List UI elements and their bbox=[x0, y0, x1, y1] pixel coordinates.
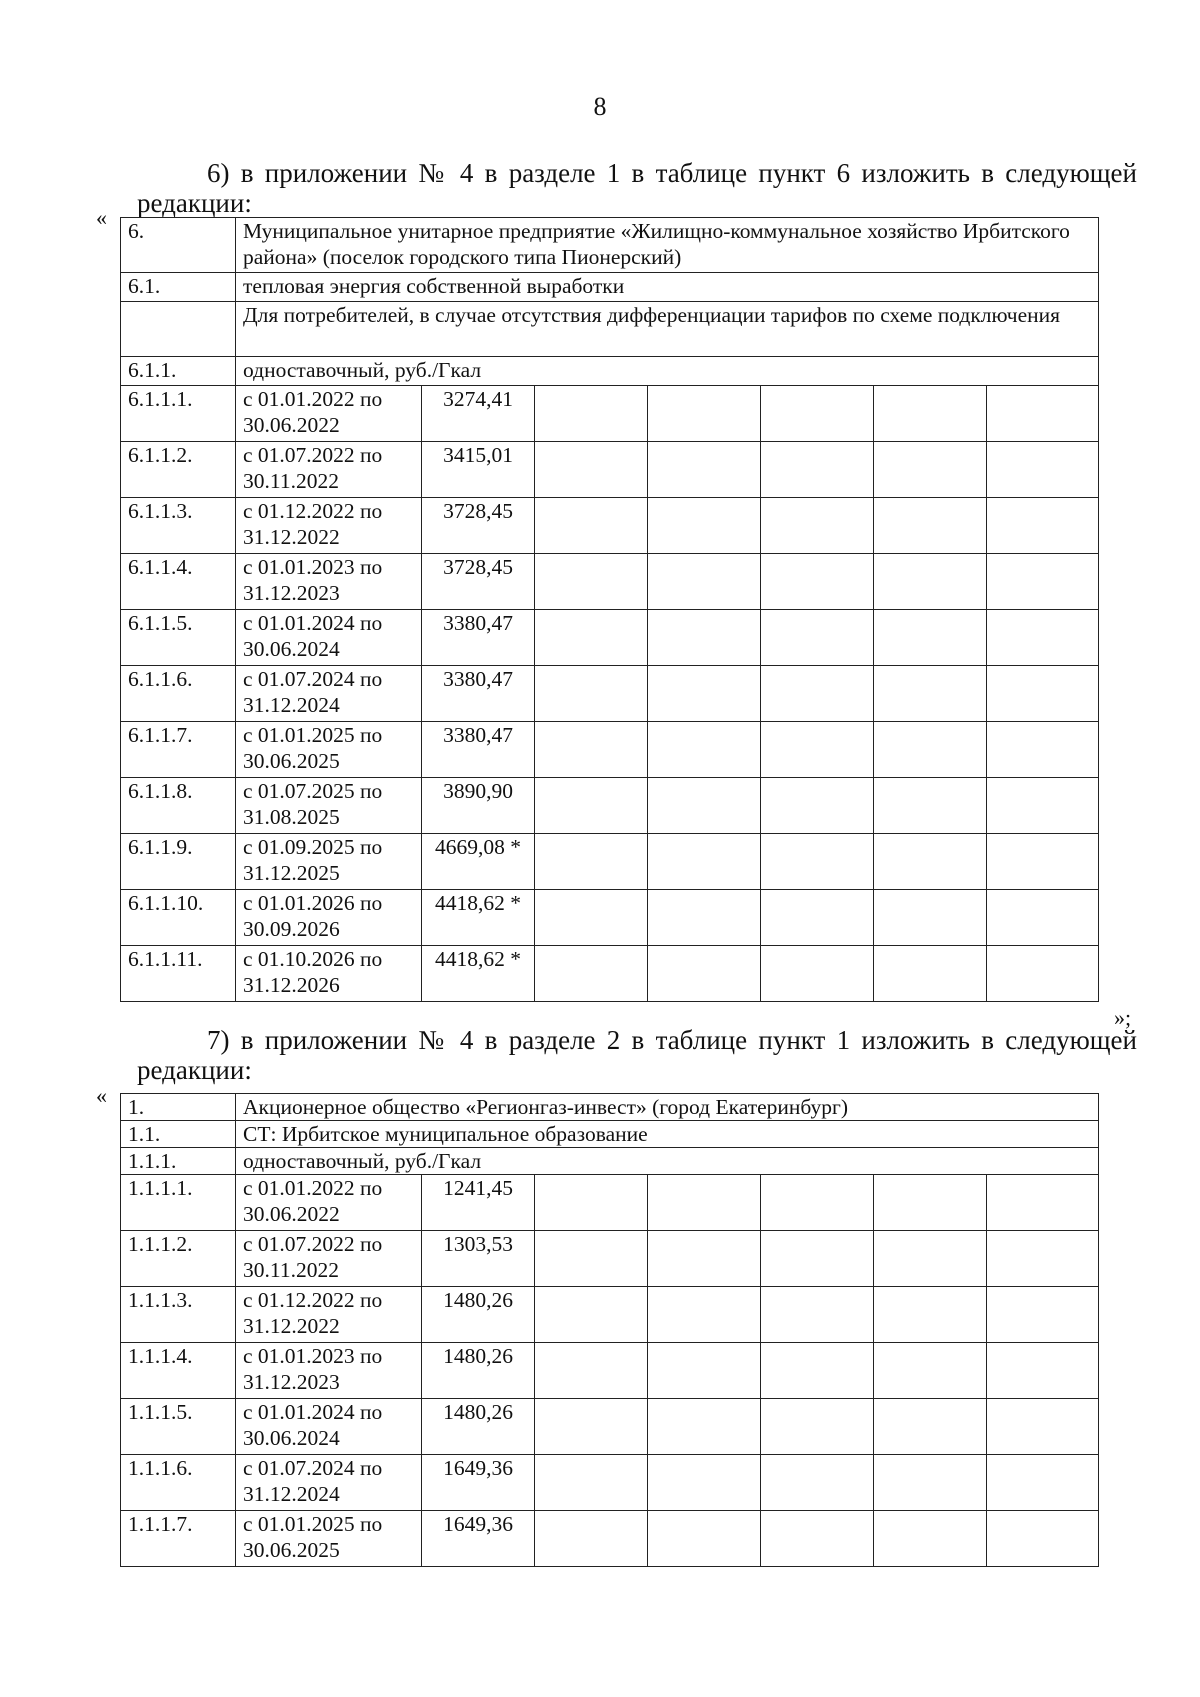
row-period: с 01.01.2023 по 31.12.2023 bbox=[236, 1343, 422, 1399]
table-row bbox=[121, 1231, 1099, 1287]
table-row bbox=[121, 778, 1099, 834]
empty-cell bbox=[648, 946, 761, 1002]
empty-cell bbox=[648, 554, 761, 610]
rate-num: 1.1.1. bbox=[121, 1148, 236, 1175]
table-row bbox=[121, 1175, 1099, 1231]
table-row bbox=[121, 946, 1099, 1002]
empty-cell bbox=[761, 890, 874, 946]
row-tariff-value: 1480,26 bbox=[422, 1399, 535, 1455]
empty-cell bbox=[648, 1511, 761, 1567]
empty-cell bbox=[761, 1287, 874, 1343]
section6-intro-line2: редакции: bbox=[137, 188, 252, 218]
table-row bbox=[121, 442, 1099, 498]
empty-cell bbox=[648, 498, 761, 554]
consumers-num bbox=[121, 302, 236, 357]
row-period: с 01.01.2025 по 30.06.2025 bbox=[236, 1511, 422, 1567]
row-tariff-value: 3890,90 bbox=[422, 778, 535, 834]
empty-cell bbox=[987, 1343, 1099, 1399]
row-number: 1.1.1.7. bbox=[121, 1511, 236, 1567]
section7-intro bbox=[137, 1025, 1137, 1085]
row-tariff-value: 3728,45 bbox=[422, 554, 535, 610]
row-tariff-value: 1303,53 bbox=[422, 1231, 535, 1287]
table-row-org bbox=[121, 218, 1099, 273]
empty-cell bbox=[648, 1175, 761, 1231]
empty-cell bbox=[987, 722, 1099, 778]
empty-cell bbox=[874, 946, 987, 1002]
empty-cell bbox=[535, 834, 648, 890]
table-row-consumers bbox=[121, 302, 1099, 357]
row-number: 6.1.1.8. bbox=[121, 778, 236, 834]
empty-cell bbox=[648, 1455, 761, 1511]
empty-cell bbox=[874, 554, 987, 610]
empty-cell bbox=[874, 1455, 987, 1511]
empty-cell bbox=[761, 386, 874, 442]
page-number: 8 bbox=[593, 92, 607, 121]
empty-cell bbox=[535, 666, 648, 722]
empty-cell bbox=[987, 778, 1099, 834]
empty-cell bbox=[535, 890, 648, 946]
section6-close-quote: »; bbox=[1114, 1005, 1132, 1030]
row-number: 1.1.1.1. bbox=[121, 1175, 236, 1231]
row-tariff-value: 4418,62 * bbox=[422, 890, 535, 946]
empty-cell bbox=[648, 1287, 761, 1343]
empty-cell bbox=[874, 442, 987, 498]
table-row-subsection bbox=[121, 273, 1099, 302]
row-number: 1.1.1.3. bbox=[121, 1287, 236, 1343]
empty-cell bbox=[987, 554, 1099, 610]
table-row bbox=[121, 890, 1099, 946]
section6-open-quote: « bbox=[96, 205, 107, 230]
row-tariff-value: 3728,45 bbox=[422, 498, 535, 554]
row-period: с 01.01.2024 по 30.06.2024 bbox=[236, 1399, 422, 1455]
empty-cell bbox=[535, 554, 648, 610]
org-name: Акционерное общество «Регионгаз-инвест» (город Екатеринбург) bbox=[236, 1094, 1099, 1121]
row-period: с 01.12.2022 по 31.12.2022 bbox=[236, 498, 422, 554]
empty-cell bbox=[874, 1231, 987, 1287]
empty-cell bbox=[761, 946, 874, 1002]
rate-name: одноставочный, руб./Гкал bbox=[236, 1148, 1099, 1175]
empty-cell bbox=[874, 1343, 987, 1399]
table-row bbox=[121, 1511, 1099, 1567]
empty-cell bbox=[648, 778, 761, 834]
empty-cell bbox=[987, 610, 1099, 666]
empty-cell bbox=[648, 442, 761, 498]
empty-cell bbox=[535, 1399, 648, 1455]
section7-intro-line1: 7) в приложении № 4 в разделе 2 в таблице пункт 1 изложить в следующей bbox=[207, 1025, 1137, 1055]
empty-cell bbox=[761, 666, 874, 722]
row-period: с 01.10.2026 по 31.12.2026 bbox=[236, 946, 422, 1002]
empty-cell bbox=[987, 1455, 1099, 1511]
row-number: 6.1.1.3. bbox=[121, 498, 236, 554]
empty-cell bbox=[874, 1175, 987, 1231]
empty-cell bbox=[761, 834, 874, 890]
row-tariff-value: 4669,08 * bbox=[422, 834, 535, 890]
table-row bbox=[121, 1399, 1099, 1455]
empty-cell bbox=[648, 722, 761, 778]
subsection-num: 6.1. bbox=[121, 273, 236, 302]
empty-cell bbox=[874, 666, 987, 722]
row-number: 6.1.1.5. bbox=[121, 610, 236, 666]
row-number: 6.1.1.11. bbox=[121, 946, 236, 1002]
row-tariff-value: 1649,36 bbox=[422, 1455, 535, 1511]
empty-cell bbox=[874, 890, 987, 946]
subsection-name: СТ: Ирбитское муниципальное образование bbox=[236, 1121, 1099, 1148]
table-row bbox=[121, 386, 1099, 442]
empty-cell bbox=[761, 1511, 874, 1567]
row-number: 1.1.1.4. bbox=[121, 1343, 236, 1399]
table-row bbox=[121, 498, 1099, 554]
empty-cell bbox=[987, 1287, 1099, 1343]
row-period: с 01.01.2024 по 30.06.2024 bbox=[236, 610, 422, 666]
empty-cell bbox=[535, 722, 648, 778]
empty-cell bbox=[761, 1455, 874, 1511]
consumers-desc: Для потребителей, в случае отсутствия дифференциации тарифов по схеме подключения bbox=[236, 302, 1099, 357]
empty-cell bbox=[987, 946, 1099, 1002]
table-row bbox=[121, 610, 1099, 666]
section6-intro bbox=[137, 158, 1137, 218]
empty-cell bbox=[535, 946, 648, 1002]
section6-intro-line1: 6) в приложении № 4 в разделе 1 в таблице пункт 6 изложить в следующей bbox=[207, 158, 1137, 188]
empty-cell bbox=[987, 1175, 1099, 1231]
row-period: с 01.09.2025 по 31.12.2025 bbox=[236, 834, 422, 890]
empty-cell bbox=[535, 1511, 648, 1567]
row-period: с 01.01.2023 по 31.12.2023 bbox=[236, 554, 422, 610]
section7-intro-line2: редакции: bbox=[137, 1055, 252, 1085]
section6-tariff-table bbox=[120, 217, 1099, 1002]
empty-cell bbox=[874, 1287, 987, 1343]
row-number: 1.1.1.5. bbox=[121, 1399, 236, 1455]
table-row-rate bbox=[121, 1148, 1099, 1175]
table-row bbox=[121, 1287, 1099, 1343]
row-number: 1.1.1.6. bbox=[121, 1455, 236, 1511]
subsection-name: тепловая энергия собственной выработки bbox=[236, 273, 1099, 302]
empty-cell bbox=[535, 610, 648, 666]
empty-cell bbox=[761, 498, 874, 554]
empty-cell bbox=[648, 1399, 761, 1455]
org-num: 6. bbox=[121, 218, 236, 273]
row-tariff-value: 1480,26 bbox=[422, 1287, 535, 1343]
table-row bbox=[121, 1455, 1099, 1511]
empty-cell bbox=[987, 386, 1099, 442]
empty-cell bbox=[761, 610, 874, 666]
empty-cell bbox=[761, 554, 874, 610]
empty-cell bbox=[987, 890, 1099, 946]
empty-cell bbox=[535, 778, 648, 834]
row-period: с 01.07.2022 по 30.11.2022 bbox=[236, 442, 422, 498]
empty-cell bbox=[535, 442, 648, 498]
row-tariff-value: 3380,47 bbox=[422, 610, 535, 666]
empty-cell bbox=[648, 666, 761, 722]
empty-cell bbox=[648, 834, 761, 890]
empty-cell bbox=[761, 1399, 874, 1455]
empty-cell bbox=[761, 1231, 874, 1287]
row-period: с 01.01.2026 по 30.09.2026 bbox=[236, 890, 422, 946]
rate-num: 6.1.1. bbox=[121, 357, 236, 386]
table-row-subsection bbox=[121, 1121, 1099, 1148]
empty-cell bbox=[648, 1231, 761, 1287]
empty-cell bbox=[535, 1175, 648, 1231]
empty-cell bbox=[648, 386, 761, 442]
empty-cell bbox=[874, 386, 987, 442]
row-tariff-value: 4418,62 * bbox=[422, 946, 535, 1002]
row-period: с 01.07.2022 по 30.11.2022 bbox=[236, 1231, 422, 1287]
row-number: 6.1.1.2. bbox=[121, 442, 236, 498]
table-row bbox=[121, 666, 1099, 722]
row-tariff-value: 3274,41 bbox=[422, 386, 535, 442]
org-name: Муниципальное унитарное предприятие «Жилищно-коммунальное хозяйство Ирбитского района» (поселок городского типа Пионерский) bbox=[236, 218, 1099, 273]
empty-cell bbox=[874, 498, 987, 554]
empty-cell bbox=[987, 834, 1099, 890]
table-row bbox=[121, 1343, 1099, 1399]
empty-cell bbox=[987, 1231, 1099, 1287]
row-tariff-value: 1649,36 bbox=[422, 1511, 535, 1567]
empty-cell bbox=[761, 722, 874, 778]
empty-cell bbox=[535, 386, 648, 442]
empty-cell bbox=[648, 610, 761, 666]
row-number: 6.1.1.1. bbox=[121, 386, 236, 442]
row-number: 1.1.1.2. bbox=[121, 1231, 236, 1287]
empty-cell bbox=[987, 666, 1099, 722]
table-row bbox=[121, 834, 1099, 890]
table-row-rate bbox=[121, 357, 1099, 386]
empty-cell bbox=[987, 1399, 1099, 1455]
row-tariff-value: 3380,47 bbox=[422, 666, 535, 722]
empty-cell bbox=[874, 722, 987, 778]
row-tariff-value: 3380,47 bbox=[422, 722, 535, 778]
row-number: 6.1.1.7. bbox=[121, 722, 236, 778]
row-tariff-value: 1480,26 bbox=[422, 1343, 535, 1399]
empty-cell bbox=[535, 1455, 648, 1511]
row-period: с 01.12.2022 по 31.12.2022 bbox=[236, 1287, 422, 1343]
row-number: 6.1.1.4. bbox=[121, 554, 236, 610]
row-period: с 01.07.2024 по 31.12.2024 bbox=[236, 666, 422, 722]
subsection-num: 1.1. bbox=[121, 1121, 236, 1148]
empty-cell bbox=[535, 1231, 648, 1287]
empty-cell bbox=[761, 442, 874, 498]
empty-cell bbox=[874, 778, 987, 834]
empty-cell bbox=[874, 1399, 987, 1455]
row-period: с 01.07.2024 по 31.12.2024 bbox=[236, 1455, 422, 1511]
row-period: с 01.01.2022 по 30.06.2022 bbox=[236, 1175, 422, 1231]
row-period: с 01.01.2025 по 30.06.2025 bbox=[236, 722, 422, 778]
empty-cell bbox=[761, 1175, 874, 1231]
empty-cell bbox=[535, 1343, 648, 1399]
table-row-org bbox=[121, 1094, 1099, 1121]
empty-cell bbox=[874, 834, 987, 890]
empty-cell bbox=[535, 498, 648, 554]
empty-cell bbox=[535, 1287, 648, 1343]
row-number: 6.1.1.9. bbox=[121, 834, 236, 890]
rate-name: одноставочный, руб./Гкал bbox=[236, 357, 1099, 386]
row-tariff-value: 1241,45 bbox=[422, 1175, 535, 1231]
row-number: 6.1.1.10. bbox=[121, 890, 236, 946]
empty-cell bbox=[874, 1511, 987, 1567]
empty-cell bbox=[987, 1511, 1099, 1567]
row-tariff-value: 3415,01 bbox=[422, 442, 535, 498]
empty-cell bbox=[987, 442, 1099, 498]
section7-open-quote: « bbox=[96, 1083, 107, 1108]
empty-cell bbox=[761, 778, 874, 834]
row-number: 6.1.1.6. bbox=[121, 666, 236, 722]
section7-tariff-table bbox=[120, 1093, 1099, 1567]
org-num: 1. bbox=[121, 1094, 236, 1121]
empty-cell bbox=[987, 498, 1099, 554]
empty-cell bbox=[648, 1343, 761, 1399]
empty-cell bbox=[761, 1343, 874, 1399]
row-period: с 01.07.2025 по 31.08.2025 bbox=[236, 778, 422, 834]
table-row bbox=[121, 722, 1099, 778]
empty-cell bbox=[874, 610, 987, 666]
table-row bbox=[121, 554, 1099, 610]
empty-cell bbox=[648, 890, 761, 946]
row-period: с 01.01.2022 по 30.06.2022 bbox=[236, 386, 422, 442]
